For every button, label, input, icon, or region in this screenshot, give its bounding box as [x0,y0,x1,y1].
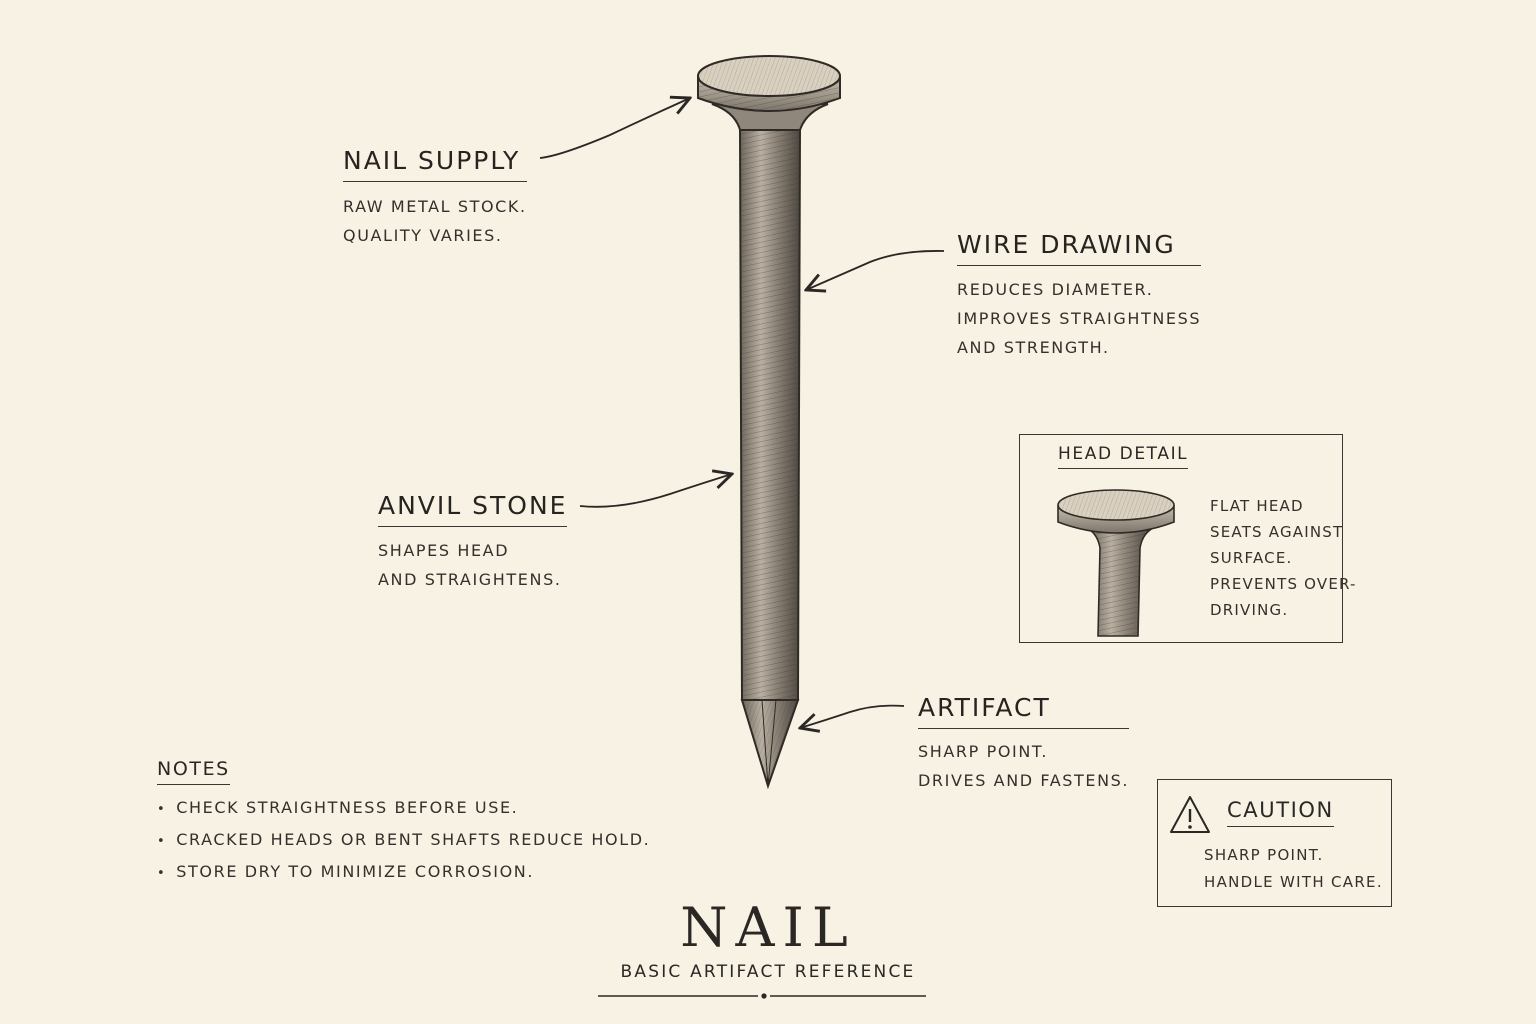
head-detail-line: FLAT HEAD [1210,497,1304,515]
callout-line: QUALITY VARIES. [343,226,503,245]
callout-title: ARTIFACT [918,693,1129,729]
head-detail-line: SURFACE. [1210,549,1293,567]
callout-line: REDUCES DIAMETER. [957,280,1154,299]
nail-head [698,56,840,111]
footer-ornament [598,993,926,998]
head-detail-line: SEATS AGAINST [1210,523,1344,541]
note-item: • STORE DRY TO MINIMIZE CORROSION. [157,857,650,889]
warning-triangle-icon [1168,794,1212,836]
caution-title: CAUTION [1227,798,1334,827]
arrow-anvil-stone [580,474,732,507]
notes-title: NOTES [157,758,230,785]
notes-list [157,793,650,889]
callout-line: AND STRAIGHTENS. [378,570,562,589]
footer-subtitle: BASIC ARTIFACT REFERENCE [620,962,916,982]
head-detail-line: PREVENTS OVER- [1210,575,1357,593]
callout-line: RAW METAL STOCK. [343,197,527,216]
head-detail-line: DRIVING. [1210,601,1289,619]
callout-line: DRIVES AND FASTENS. [918,771,1130,790]
callout-anvil-stone [378,491,567,594]
callout-line: SHAPES HEAD [378,541,510,560]
callout-wire-drawing [957,230,1201,362]
note-item: • CHECK STRAIGHTNESS BEFORE USE. [157,793,650,825]
callout-line: SHARP POINT. [918,742,1049,761]
callout-line: AND STRENGTH. [957,338,1110,357]
head-detail-box [1019,434,1357,643]
arrow-nail-supply [540,98,690,158]
callout-line: IMPROVES STRAIGHTNESS [957,309,1202,328]
caution-line: HANDLE WITH CARE. [1204,873,1383,891]
callout-artifact [918,693,1129,795]
head-detail-title: HEAD DETAIL [1058,444,1188,469]
notes-section [157,758,650,889]
caution-line: SHARP POINT. [1204,846,1324,864]
callout-title: NAIL SUPPLY [343,146,527,182]
arrow-wire-drawing [806,251,944,290]
note-item: • CRACKED HEADS OR BENT SHAFTS REDUCE HOLD. [157,825,650,857]
arrow-artifact [800,706,904,728]
nail-shaft [740,128,800,786]
callout-title: ANVIL STONE [378,491,567,527]
caution-box [1157,779,1392,907]
callout-title: WIRE DRAWING [957,230,1201,266]
callout-nail-supply [343,146,527,250]
footer-title: NAIL [680,896,856,959]
footer [568,896,968,982]
